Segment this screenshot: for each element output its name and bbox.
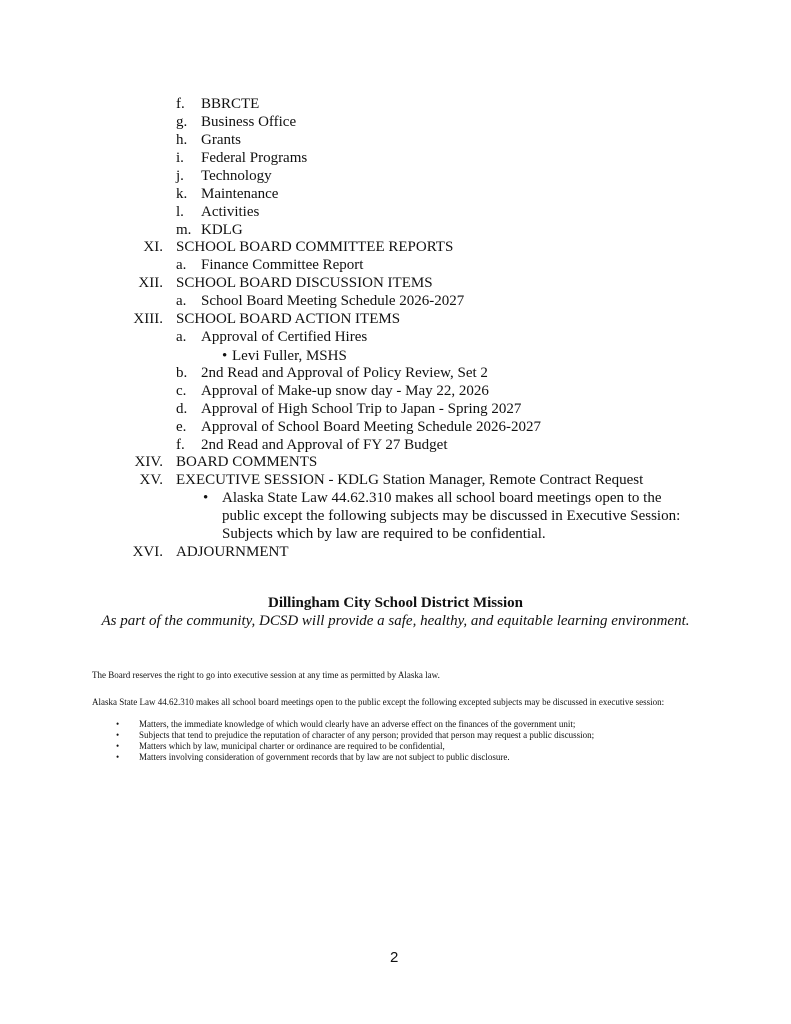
- list-item: Maintenance: [201, 186, 279, 202]
- list-item: Approval of School Board Meeting Schedule 2026-2027: [201, 419, 541, 435]
- section-title: BOARD COMMENTS: [176, 454, 318, 470]
- list-item-letter: a.: [176, 329, 187, 345]
- list-item-letter: f.: [176, 437, 185, 453]
- exec-session-note: Alaska State Law 44.62.310 makes all school board meetings open to the public except the following subjects may be discussed in Executive Session: Subjects which by law are required to be confidential.: [222, 490, 681, 542]
- list-item: Activities: [201, 204, 260, 220]
- list-item: Grants: [201, 132, 241, 148]
- note-bullet: •: [116, 730, 120, 740]
- list-item-letter: c.: [176, 383, 187, 399]
- section-title: SCHOOL BOARD ACTION ITEMS: [176, 311, 401, 327]
- list-item-letter: i.: [176, 150, 184, 166]
- section-number: XIV.: [134, 454, 163, 470]
- law-intro-note: Alaska State Law 44.62.310 makes all school board meetings open to the public except the following excepted subjects may be discussed in executive session:: [92, 697, 665, 707]
- list-item: KDLG: [201, 222, 243, 238]
- list-item-letter: m.: [176, 222, 192, 238]
- list-item-letter: l.: [176, 204, 184, 220]
- list-item-letter: a.: [176, 257, 187, 273]
- list-item: BBRCTE: [201, 96, 260, 112]
- section-number: XVI.: [132, 544, 163, 560]
- note-bullet: •: [116, 752, 120, 762]
- list-item-letter: e.: [176, 419, 187, 435]
- exec-session-bullet: •: [203, 490, 209, 506]
- list-item-letter: d.: [176, 401, 188, 417]
- section-title: SCHOOL BOARD DISCUSSION ITEMS: [176, 275, 433, 291]
- list-item: Approval of Certified Hires: [201, 329, 368, 345]
- list-item-letter: j.: [176, 168, 184, 184]
- section-number: XI.: [143, 239, 163, 255]
- section-title: EXECUTIVE SESSION - KDLG Station Manager, Remote Contract Request: [176, 472, 644, 488]
- list-item: Matters involving consideration of government records that by law are not subject to public disclosure.: [139, 752, 510, 762]
- list-item: 2nd Read and Approval of Policy Review, Set 2: [201, 365, 488, 381]
- mission-title: Dillingham City School District Mission: [267, 595, 523, 611]
- list-item: School Board Meeting Schedule 2026-2027: [201, 293, 465, 309]
- section-number: XV.: [139, 472, 163, 488]
- list-item: 2nd Read and Approval of FY 27 Budget: [201, 437, 448, 453]
- hire-name: Levi Fuller, MSHS: [232, 348, 347, 364]
- list-item: Matters, the immediate knowledge of which would clearly have an adverse effect on the finances of the government unit;: [139, 719, 576, 729]
- hire-bullet: •: [222, 348, 228, 364]
- list-item-letter: f.: [176, 96, 185, 112]
- list-item: Matters which by law, municipal charter or ordinance are required to be confidential,: [139, 741, 445, 751]
- list-item-letter: h.: [176, 132, 188, 148]
- list-item: Technology: [201, 168, 272, 184]
- list-item-letter: g.: [176, 114, 188, 130]
- mission-statement: As part of the community, DCSD will provide a safe, healthy, and equitable learning environment.: [101, 613, 690, 629]
- list-item-letter: b.: [176, 365, 188, 381]
- list-item: Approval of High School Trip to Japan - Spring 2027: [201, 401, 522, 417]
- list-item-letter: a.: [176, 293, 187, 309]
- section-number: XII.: [138, 275, 163, 291]
- list-item: Subjects that tend to prejudice the reputation of character of any person; provided that person may request a public discussion;: [139, 730, 595, 740]
- list-item: Finance Committee Report: [201, 257, 364, 273]
- section-title: ADJOURNMENT: [176, 544, 289, 560]
- section-title: SCHOOL BOARD COMMITTEE REPORTS: [176, 239, 454, 255]
- list-item-letter: k.: [176, 186, 188, 202]
- executive-session-reserve-note: The Board reserves the right to go into executive session at any time as permitted by Alaska law.: [92, 670, 440, 680]
- note-bullet: •: [116, 719, 120, 729]
- list-item: Federal Programs: [201, 150, 308, 166]
- list-item: Business Office: [201, 114, 297, 130]
- list-item: Approval of Make-up snow day - May 22, 2026: [201, 383, 489, 399]
- note-bullet: •: [116, 741, 120, 751]
- section-number: XIII.: [133, 311, 163, 327]
- page-number: 2: [390, 949, 399, 966]
